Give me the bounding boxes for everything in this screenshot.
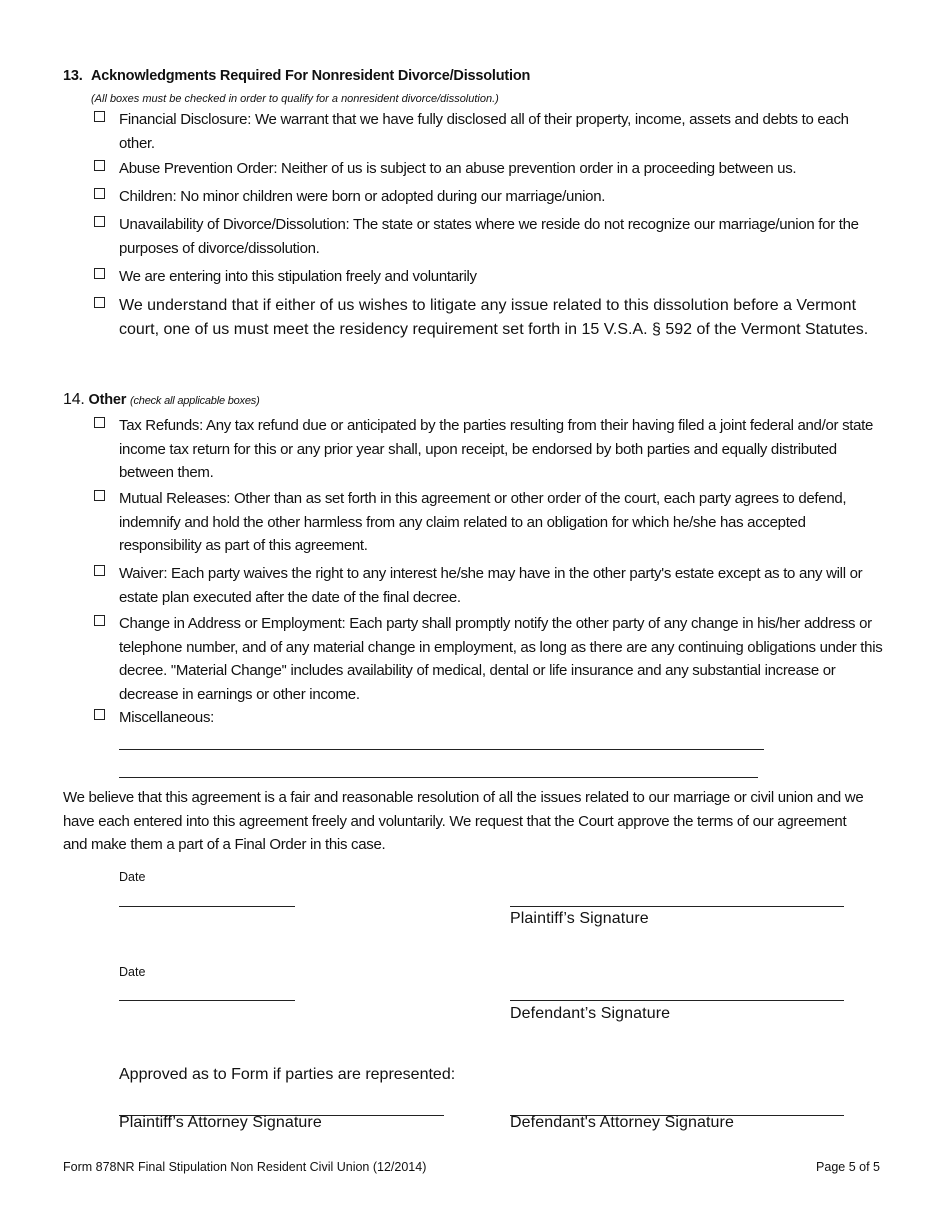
checkbox-label: Unavailability of Divorce/Dissolution: The state or states where we reside do not recognize our marriage/union for the purposes of divorce/dissolution. [119, 216, 859, 257]
section-14-note: (check all applicable boxes) [130, 395, 260, 407]
section-13-title: Acknowledgments Required For Nonresident Divorce/Dissolution [91, 68, 531, 84]
checkbox-label: Children: No minor children were born or adopted during our marriage/union. [119, 188, 606, 205]
footer-form-name: Form 878NR Final Stipulation Non Resident Civil Union (12/2014) [63, 1160, 427, 1174]
defendant-attorney-signature-label: Defendant's Attorney Signature [510, 1114, 734, 1131]
checkbox-item-children [94, 185, 884, 209]
approved-as-to-form: Approved as to Form if parties are represented: [119, 1066, 456, 1083]
section-14-title: Other [88, 392, 127, 408]
checkbox-label: Waiver: Each party waives the right to any interest he/she may have in the other party's estate except as to any will or estate plan executed after the date of the final decree. [119, 565, 863, 606]
checkbox-label: Mutual Releases: Other than as set forth in this agreement or other order of the court, each party agrees to defend, indemnify and hold the other harmless from any claim related to an obligation for which he/she has accepted responsibility as part of this agreement. [119, 490, 847, 554]
checkbox-label: Abuse Prevention Order: Neither of us is subject to an abuse prevention order in a proceeding between us. [119, 160, 797, 177]
checkbox[interactable] [94, 160, 105, 171]
checkbox-label: We are entering into this stipulation freely and voluntarily [119, 268, 477, 285]
checkbox[interactable] [94, 565, 105, 576]
checkbox[interactable] [94, 417, 105, 428]
checkbox-item-waiver [94, 562, 884, 609]
checkbox-label: Miscellaneous: [119, 709, 215, 726]
checkbox-item-unavailability [94, 213, 884, 260]
checkbox[interactable] [94, 615, 105, 626]
date-label-defendant: Date [119, 965, 146, 979]
checkbox[interactable] [94, 216, 105, 227]
plaintiff-signature-line[interactable] [510, 906, 844, 907]
checkbox[interactable] [94, 297, 105, 308]
section-14-number: 14. [63, 391, 85, 408]
checkbox-item-residency-requirement [94, 294, 884, 342]
date-label-plaintiff: Date [119, 870, 146, 884]
section-14-heading [63, 391, 260, 409]
checkbox-label: We understand that if either of us wishes to litigate any issue related to this dissolution before a Vermont court, one of us must meet the residency requirement set forth in 15 V.S.A. § 592 of the Vermont Statutes. [119, 297, 869, 338]
defendant-signature-label: Defendant’s Signature [510, 1005, 671, 1022]
checkbox-item-mutual-releases [94, 487, 884, 558]
checkbox[interactable] [94, 268, 105, 279]
checkbox-item-tax-refunds [94, 414, 884, 485]
checkbox-item-abuse-prevention [94, 157, 884, 181]
section-13-note: (All boxes must be checked in order to qualify for a nonresident divorce/dissolution.) [91, 93, 499, 105]
checkbox-item-change-address-employment [94, 612, 884, 706]
date-line-plaintiff[interactable] [119, 906, 295, 907]
miscellaneous-line-2[interactable] [119, 777, 758, 778]
agreement-paragraph: We believe that this agreement is a fair and reasonable resolution of all the issues related to our marriage or civil union and we have each entered into this agreement freely and voluntarily. We request that the Court approve the terms of our agreement and make them a part of a Final Order in this case. [63, 789, 864, 853]
checkbox[interactable] [94, 111, 105, 122]
plaintiff-attorney-signature-label: Plaintiff’s Attorney Signature [119, 1114, 322, 1131]
checkbox[interactable] [94, 709, 105, 720]
defendant-signature-line[interactable] [510, 1000, 844, 1001]
checkbox-item-financial-disclosure [94, 108, 884, 155]
miscellaneous-line-1[interactable] [119, 749, 764, 750]
checkbox[interactable] [94, 490, 105, 501]
section-13-heading [63, 68, 530, 84]
checkbox-label: Change in Address or Employment: Each party shall promptly notify the other party of any change in his/her address or telephone number, and of any material change in employment, as long as there are any continuing obligations under this decree. ''Material Change'' includes availability of medical, dental or life insurance and any substantial increase or decrease in earnings or other income. [119, 615, 883, 703]
checkbox[interactable] [94, 188, 105, 199]
checkbox-label: Tax Refunds: Any tax refund due or anticipated by the parties resulting from their having filed a joint federal and/or state income tax return for this or any prior year shall, upon receipt, be endorsed by both parties and equally distributed between them. [119, 417, 874, 481]
checkbox-label: Financial Disclosure: We warrant that we have fully disclosed all of their property, income, assets and debts to each other. [119, 111, 849, 152]
checkbox-item-miscellaneous [94, 706, 884, 730]
date-line-defendant[interactable] [119, 1000, 295, 1001]
footer-page-number: Page 5 of 5 [816, 1160, 880, 1174]
plaintiff-signature-label: Plaintiff’s Signature [510, 910, 649, 927]
checkbox-item-freely-voluntarily [94, 265, 884, 289]
section-13-number: 13. [63, 68, 83, 84]
